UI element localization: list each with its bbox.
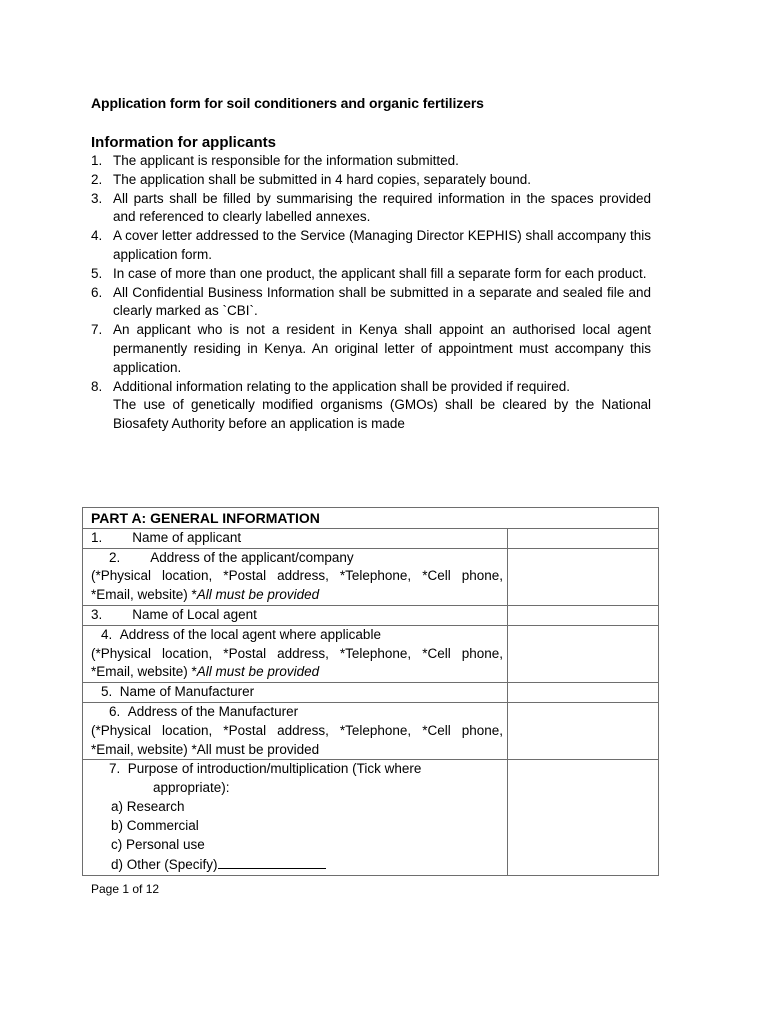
q4-label: 4. Address of the local agent where applicable (*Physical location, *Postal address, *Telephone, *Cell phone, *Email, website) *All must be provided xyxy=(83,625,508,682)
table-row xyxy=(83,605,659,625)
option-other[interactable]: d) Other (Specify) xyxy=(91,854,503,875)
table-row xyxy=(83,528,659,548)
instruction-item: 5. In case of more than one product, the applicant shall fill a separate form for each product. xyxy=(91,265,647,281)
purpose-field[interactable] xyxy=(508,760,659,876)
instruction-item: 6. All Confidential Business Information shall be submitted in a separate and sealed file and clearly marked as `CBI`. xyxy=(91,284,651,319)
info-heading: Information for applicants xyxy=(91,134,277,151)
q2-label: 2. Address of the applicant/company (*Physical location, *Postal address, *Telephone, *Cell phone, *Email, website) *All must be provided xyxy=(83,548,508,605)
instruction-note: The use of genetically modified organisms (GMOs) shall be cleared by the National Biosafety Authority before an application is made xyxy=(113,397,651,432)
table-row xyxy=(83,760,659,876)
part-a-heading: PART A: GENERAL INFORMATION xyxy=(83,508,659,529)
instruction-item: 7. An applicant who is not a resident in Kenya shall appoint an authorised local agent permanently residing in Kenya. An original letter of appointment must accompany this application. xyxy=(91,322,651,375)
table-row xyxy=(83,702,659,759)
instruction-item: 2. The application shall be submitted in 4 hard copies, separately bound. xyxy=(91,171,532,187)
manufacturer-address-field[interactable] xyxy=(508,702,659,759)
table-row xyxy=(83,548,659,605)
document-title: Application form for soil conditioners and organic fertilizers xyxy=(91,95,484,111)
applicant-address-field[interactable] xyxy=(508,548,659,605)
option-commercial[interactable]: b) Commercial xyxy=(111,817,199,833)
q6-label: 6. Address of the Manufacturer (*Physical location, *Postal address, *Telephone, *Cell phone, *Email, website) *All must be provided xyxy=(83,702,508,759)
manufacturer-name-field[interactable] xyxy=(508,683,659,703)
q1-label: 1. Name of applicant xyxy=(83,528,508,548)
instruction-item: 4. A cover letter addressed to the Service (Managing Director KEPHIS) shall accompany this application form. xyxy=(91,228,651,262)
option-personal-use[interactable]: c) Personal use xyxy=(111,836,205,852)
instruction-item: 3. All parts shall be filled by summarising the required information in the spaces provided and referenced to clearly labelled annexes. xyxy=(91,190,651,225)
table-row xyxy=(83,625,659,682)
local-agent-address-field[interactable] xyxy=(508,625,659,682)
instructions-list xyxy=(91,152,651,434)
page-number: Page 1 of 12 xyxy=(91,882,160,896)
local-agent-name-field[interactable] xyxy=(508,605,659,625)
instruction-item: 8. Additional information relating to the application shall be provided if required. xyxy=(91,378,571,394)
option-research[interactable]: a) Research xyxy=(111,798,185,814)
q3-label: 3. Name of Local agent xyxy=(83,605,508,625)
q7-label: 7. Purpose of introduction/multiplication (Tick where appropriate): a) Research b) Commercial c) Personal use d) Other (Specify) xyxy=(83,760,508,876)
applicant-name-field[interactable] xyxy=(508,528,659,548)
instruction-item: 1. The applicant is responsible for the information submitted. xyxy=(91,153,459,168)
general-information-table xyxy=(82,507,659,876)
other-specify-blank[interactable] xyxy=(218,854,326,869)
table-row xyxy=(83,683,659,703)
q5-label: 5. Name of Manufacturer xyxy=(83,683,508,703)
